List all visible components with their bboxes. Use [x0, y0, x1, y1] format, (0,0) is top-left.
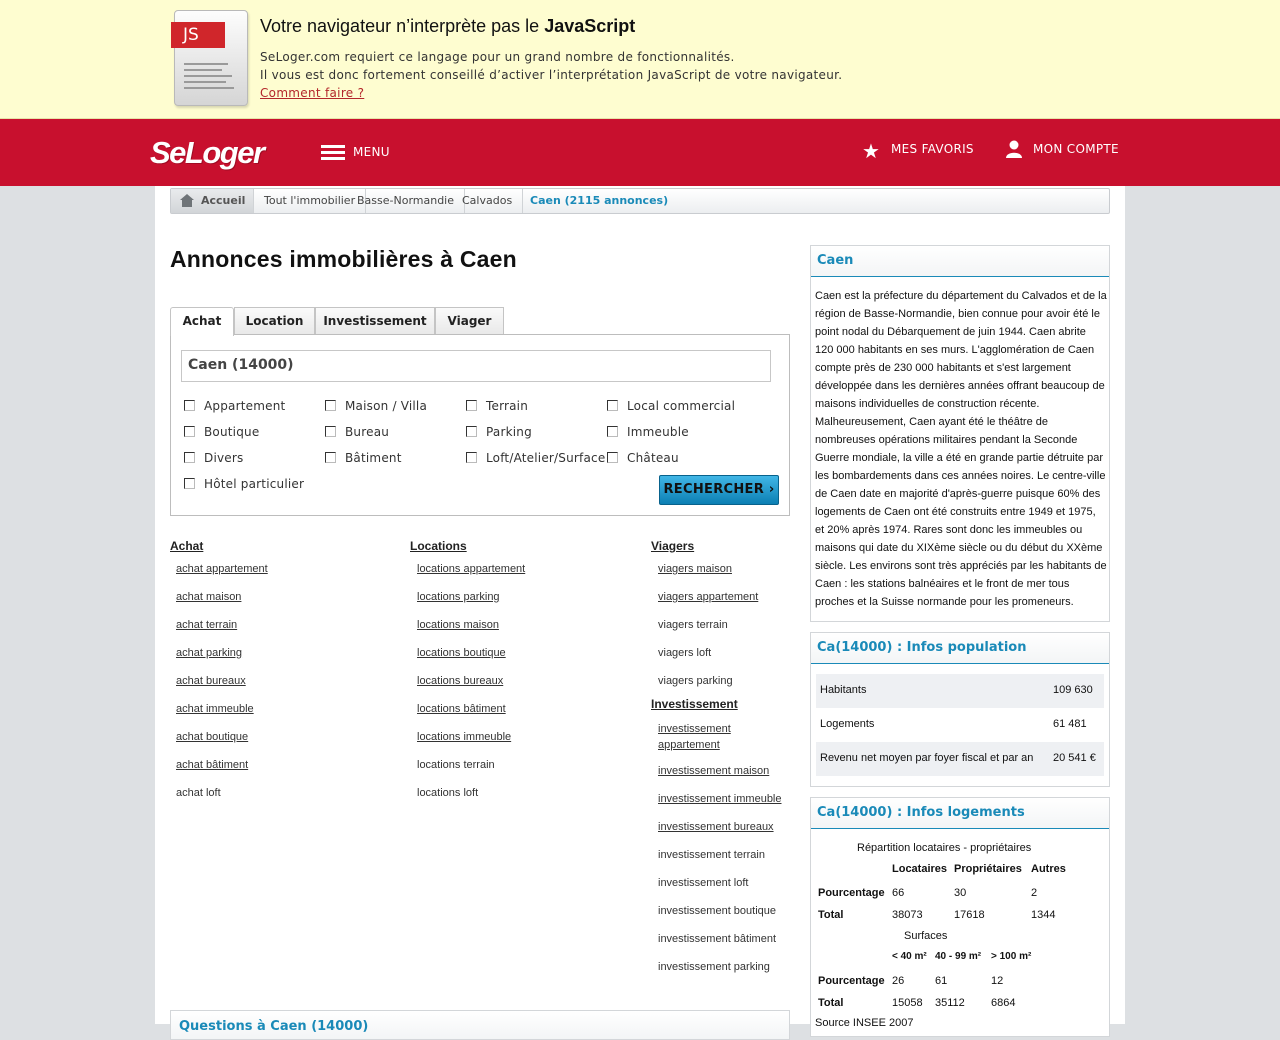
population-value: 20 541 €: [1053, 752, 1096, 764]
javascript-warning-line-2: Il vous est donc fortement conseillé d’activer l’interprétation JavaScript de votre navigateur.: [260, 68, 843, 82]
surfaces-cell: 61: [935, 975, 948, 987]
link-investissement-immeuble[interactable]: investissement immeuble: [658, 793, 782, 805]
population-label: Habitants: [820, 684, 867, 696]
link-locations-parking[interactable]: locations parking: [417, 591, 500, 603]
surfaces-cell: 6864: [991, 997, 1016, 1009]
javascript-warning-line-1: SeLoger.com requiert ce langage pour un grand nombre de fonctionnalités.: [260, 50, 735, 64]
star-icon[interactable]: ★: [862, 139, 880, 163]
repartition-cell: 2: [1031, 887, 1038, 899]
main-container: [155, 186, 1125, 1034]
repartition-cell: 38073: [892, 909, 923, 921]
javascript-warning-banner: [0, 0, 1280, 119]
tab-location[interactable]: Location: [234, 307, 315, 335]
repartition-caption: Répartition locataires - propriétaires: [857, 842, 1032, 854]
surfaces-header: < 40 m²: [892, 951, 927, 962]
link-locations-maison[interactable]: locations maison: [417, 619, 499, 631]
questions-box-title: Questions à Caen (14000): [179, 1019, 369, 1034]
population-row: [816, 708, 1104, 742]
link-locations-batiment[interactable]: locations bâtiment: [417, 703, 506, 715]
location-search-input[interactable]: Caen (14000): [181, 350, 771, 382]
link-achat-boutique[interactable]: achat boutique: [176, 731, 249, 743]
locations-links-heading[interactable]: Locations: [410, 539, 467, 553]
caen-description-box: [810, 245, 1110, 622]
viagers-links-heading[interactable]: Viagers: [651, 539, 695, 553]
link-locations-appartement[interactable]: locations appartement: [417, 563, 526, 575]
account-link[interactable]: MON COMPTE: [1033, 142, 1119, 156]
surfaces-row-label: Total: [818, 997, 844, 1009]
surfaces-header: > 100 m²: [991, 951, 1032, 962]
text-investissement-terrain: investissement terrain: [658, 849, 765, 861]
surfaces-cell: 35112: [935, 997, 965, 1009]
search-panel: Caen (14000) Appartement Maison / Villa Terrain Local commercial Boutique Bureau Parking Immeuble Divers Bâtiment Loft/Atelier/Surface Château Hôtel particulier RECHERCHER ›: [170, 334, 790, 516]
text-viagers-loft: viagers loft: [658, 647, 712, 659]
link-locations-bureaux[interactable]: locations bureaux: [417, 675, 504, 687]
population-row: [816, 742, 1104, 776]
surfaces-cell: 12: [991, 975, 1004, 987]
repartition-row-label: Total: [818, 909, 844, 921]
repartition-cell: 1344: [1031, 909, 1056, 921]
breadcrumb-item-departement[interactable]: Calvados: [452, 189, 523, 213]
text-locations-loft: locations loft: [417, 787, 479, 799]
text-investissement-parking: investissement parking: [658, 961, 770, 973]
text-achat-loft: achat loft: [176, 787, 221, 799]
breadcrumb-item-current: Caen (2115 annonces): [530, 194, 669, 207]
logements-title: Ca(14000) : Infos logements: [811, 798, 1109, 829]
questions-box: [170, 1010, 790, 1040]
tab-investissement[interactable]: Investissement: [315, 307, 435, 335]
search-button[interactable]: RECHERCHER ›: [659, 475, 779, 505]
menu-button[interactable]: MENU: [353, 145, 390, 159]
surfaces-row-label: Pourcentage: [818, 975, 885, 987]
text-viagers-terrain: viagers terrain: [658, 619, 728, 631]
text-investissement-loft: investissement loft: [658, 877, 749, 889]
page-title: Annonces immobilières à Caen: [170, 246, 517, 272]
population-value: 61 481: [1053, 718, 1087, 730]
population-label: Logements: [820, 718, 875, 730]
surfaces-caption: Surfaces: [904, 930, 948, 942]
favorites-link[interactable]: MES FAVORIS: [891, 142, 974, 156]
repartition-cell: 66: [892, 887, 905, 899]
repartition-header: Autres: [1031, 863, 1066, 875]
text-investissement-boutique: investissement boutique: [658, 905, 777, 917]
text-investissement-batiment: investissement bâtiment: [658, 933, 776, 945]
site-header: [0, 119, 1280, 186]
link-achat-immeuble[interactable]: achat immeuble: [176, 703, 254, 715]
link-achat-batiment[interactable]: achat bâtiment: [176, 759, 249, 771]
repartition-row-label: Pourcentage: [818, 887, 885, 899]
link-locations-immeuble[interactable]: locations immeuble: [417, 731, 512, 743]
breadcrumb-home[interactable]: Accueil: [171, 189, 254, 213]
logements-box: [810, 797, 1110, 1037]
link-achat-terrain[interactable]: achat terrain: [176, 619, 238, 631]
link-achat-maison[interactable]: achat maison: [176, 591, 242, 603]
tab-achat[interactable]: Achat: [170, 307, 234, 336]
link-locations-boutique[interactable]: locations boutique: [417, 647, 506, 659]
repartition-cell: 30: [954, 887, 967, 899]
population-box: [810, 632, 1110, 787]
breadcrumb-item-immobilier[interactable]: Tout l'immobilier: [254, 189, 366, 213]
link-investissement-maison[interactable]: investissement maison: [658, 765, 770, 777]
surfaces-cell: 15058: [892, 997, 923, 1009]
link-achat-appartement[interactable]: achat appartement: [176, 563, 268, 575]
achat-links-heading[interactable]: Achat: [170, 539, 204, 553]
seloger-logo[interactable]: SeLoger: [150, 135, 264, 170]
hamburger-menu-icon[interactable]: [321, 145, 345, 161]
link-viagers-maison[interactable]: viagers maison: [658, 563, 732, 575]
repartition-header: Propriétaires: [954, 863, 1022, 875]
link-viagers-appartement[interactable]: viagers appartement: [658, 591, 759, 603]
source-note: Source INSEE 2007: [815, 1017, 914, 1029]
tab-viager[interactable]: Viager: [435, 307, 504, 335]
surfaces-header: 40 - 99 m²: [935, 951, 982, 962]
home-icon: [180, 194, 194, 207]
caen-description-text: Caen est la préfecture du département du Calvados et de la région de Basse-Normandie, bien connue pour avoir été le point nodal du Débarquement de juin 1944. Caen abrite 120 000 habitants en ses murs. L'agglomération de Caen compte près de 230 000 habitants et s'est largement développée dans les dernières années offrant beaucoup de maisons individuelles de construction récente. Malheureusement, Caen ayant été le théâtre de nombreuses opérations militaires pendant la Seconde Guerre mondiale, la ville a été en grande partie détruite par les bombardements dans ces années noires. Le centre-ville de Caen date en majorité d'après-guerre puisque 60% des logements de Caen ont été construits entre 1949 et 1975, et 20% après 1974. Rares sont donc les immeubles ou maisons qui date du XIXème siècle ou du début du XXème siècle. Les environs sont très appréciés par les habitants de Caen : les stations balnéaires et le front de mer tous proches et la Suisse normande pour les promeneurs.: [815, 290, 1107, 608]
repartition-cell: 17618: [954, 909, 985, 921]
text-viagers-parking: viagers parking: [658, 675, 733, 687]
caen-description-title: Caen: [811, 246, 1109, 277]
js-badge: JS: [171, 22, 225, 48]
text-locations-terrain: locations terrain: [417, 759, 495, 771]
population-label: Revenu net moyen par foyer fiscal et par an: [820, 752, 1034, 764]
link-achat-parking[interactable]: achat parking: [176, 647, 243, 659]
population-row: [816, 674, 1104, 708]
user-icon[interactable]: [1005, 140, 1023, 158]
population-value: 109 630: [1053, 684, 1093, 696]
repartition-header: Locataires: [892, 863, 948, 875]
javascript-warning-title: Votre navigateur n’interprète pas le JavaScript: [260, 16, 636, 36]
how-to-link[interactable]: Comment faire ?: [260, 86, 365, 100]
javascript-document-icon: [174, 10, 248, 106]
link-investissement-appartement[interactable]: investissement appartement: [658, 723, 731, 751]
breadcrumb-item-region[interactable]: Basse-Normandie: [347, 189, 465, 213]
breadcrumb: [170, 188, 1110, 214]
investissement-links-heading[interactable]: Investissement: [651, 697, 738, 711]
population-title: Ca(14000) : Infos population: [811, 633, 1109, 664]
surfaces-cell: 26: [892, 975, 905, 987]
link-investissement-bureaux[interactable]: investissement bureaux: [658, 821, 774, 833]
link-achat-bureaux[interactable]: achat bureaux: [176, 675, 246, 687]
